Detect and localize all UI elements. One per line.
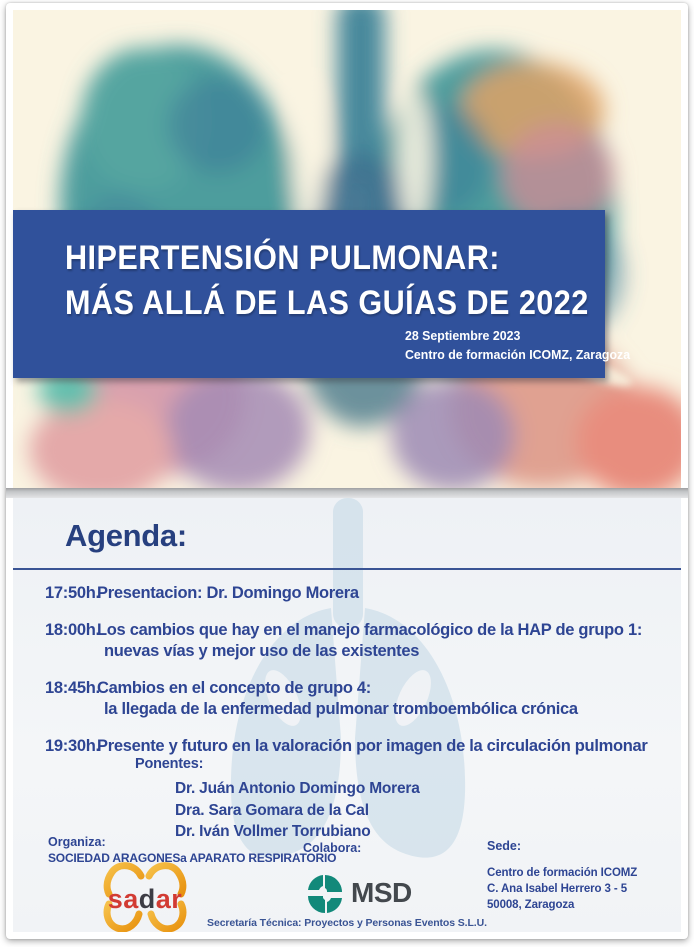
agenda-heading-rule [13,568,681,570]
agenda-item [45,583,673,604]
event-title [65,236,647,326]
agenda-item-text: Cambios en el concepto de grupo 4: la llegada de la enfermedad pulmonar tromboembólica crónica [97,679,578,718]
event-venue: Centro de formación ICOMZ, Zaragoza [405,347,631,362]
secretaria-tecnica: Secretaría Técnica: Proyectos y Personas Eventos S.L.U. [207,917,487,929]
event-date-venue [405,326,642,364]
msd-logo [305,874,435,914]
agenda-item-time: 17:50h. [45,584,100,602]
agenda-list [45,583,673,773]
event-title-line1: HIPERTENSIÓN PULMONAR: [65,239,500,277]
agenda-item-time: 18:45h. [45,679,100,697]
section-divider [6,488,688,498]
event-date: 28 Septiembre 2023 [405,328,521,343]
sede-line: Centro de formación ICOMZ [487,867,638,879]
sede-line: 50008, Zaragoza [487,899,575,911]
agenda-item-time: 18:00h. [45,621,100,639]
colabora-label: Colabora: [303,841,362,855]
colabora-block [303,841,361,855]
sede-label: Sede: [487,839,522,853]
agenda-item [45,620,673,662]
agenda-item-text: Los cambios que hay en el manejo farmacológico de la HAP de grupo 1: nuevas vías y mejor uso de las existentes [97,621,643,660]
organiza-name: SOCIEDAD ARAGONESa APARATO RESPIRATORIO [48,851,337,865]
poster-card [6,3,688,939]
msd-wordmark: MSD [351,877,412,908]
agenda-item-text: Presentacion: Dr. Domingo Morera [97,584,359,602]
sede-block [487,839,637,913]
agenda-item [45,736,673,757]
sede-line: C. Ana Isabel Herrero 3 - 5 [487,883,628,895]
speakers-label: Ponentes: [135,756,204,772]
agenda-heading: Agenda: [65,518,187,553]
agenda-item [45,678,673,720]
agenda-item-text: Presente y futuro en la valoración por imagen de la circulación pulmonar [97,737,648,755]
msd-sphere-icon [305,874,345,914]
organiza-label: Organiza: [48,835,106,849]
speaker-name: Dr. Iván Vollmer Torrubiano [175,823,371,840]
title-banner [13,210,631,378]
agenda-item-time: 19:30h. [45,737,100,755]
speaker-name: Dr. Juán Antonio Domingo Morera [175,780,420,797]
sadar-wordmark: sadar [107,884,183,914]
speakers-block [135,756,420,843]
speaker-name: Dra. Sara Gomara de la Cal [175,801,369,819]
agenda-section [13,498,681,932]
event-title-line2: MÁS ALLÁ DE LAS GUÍAS DE 2022 [65,284,589,322]
